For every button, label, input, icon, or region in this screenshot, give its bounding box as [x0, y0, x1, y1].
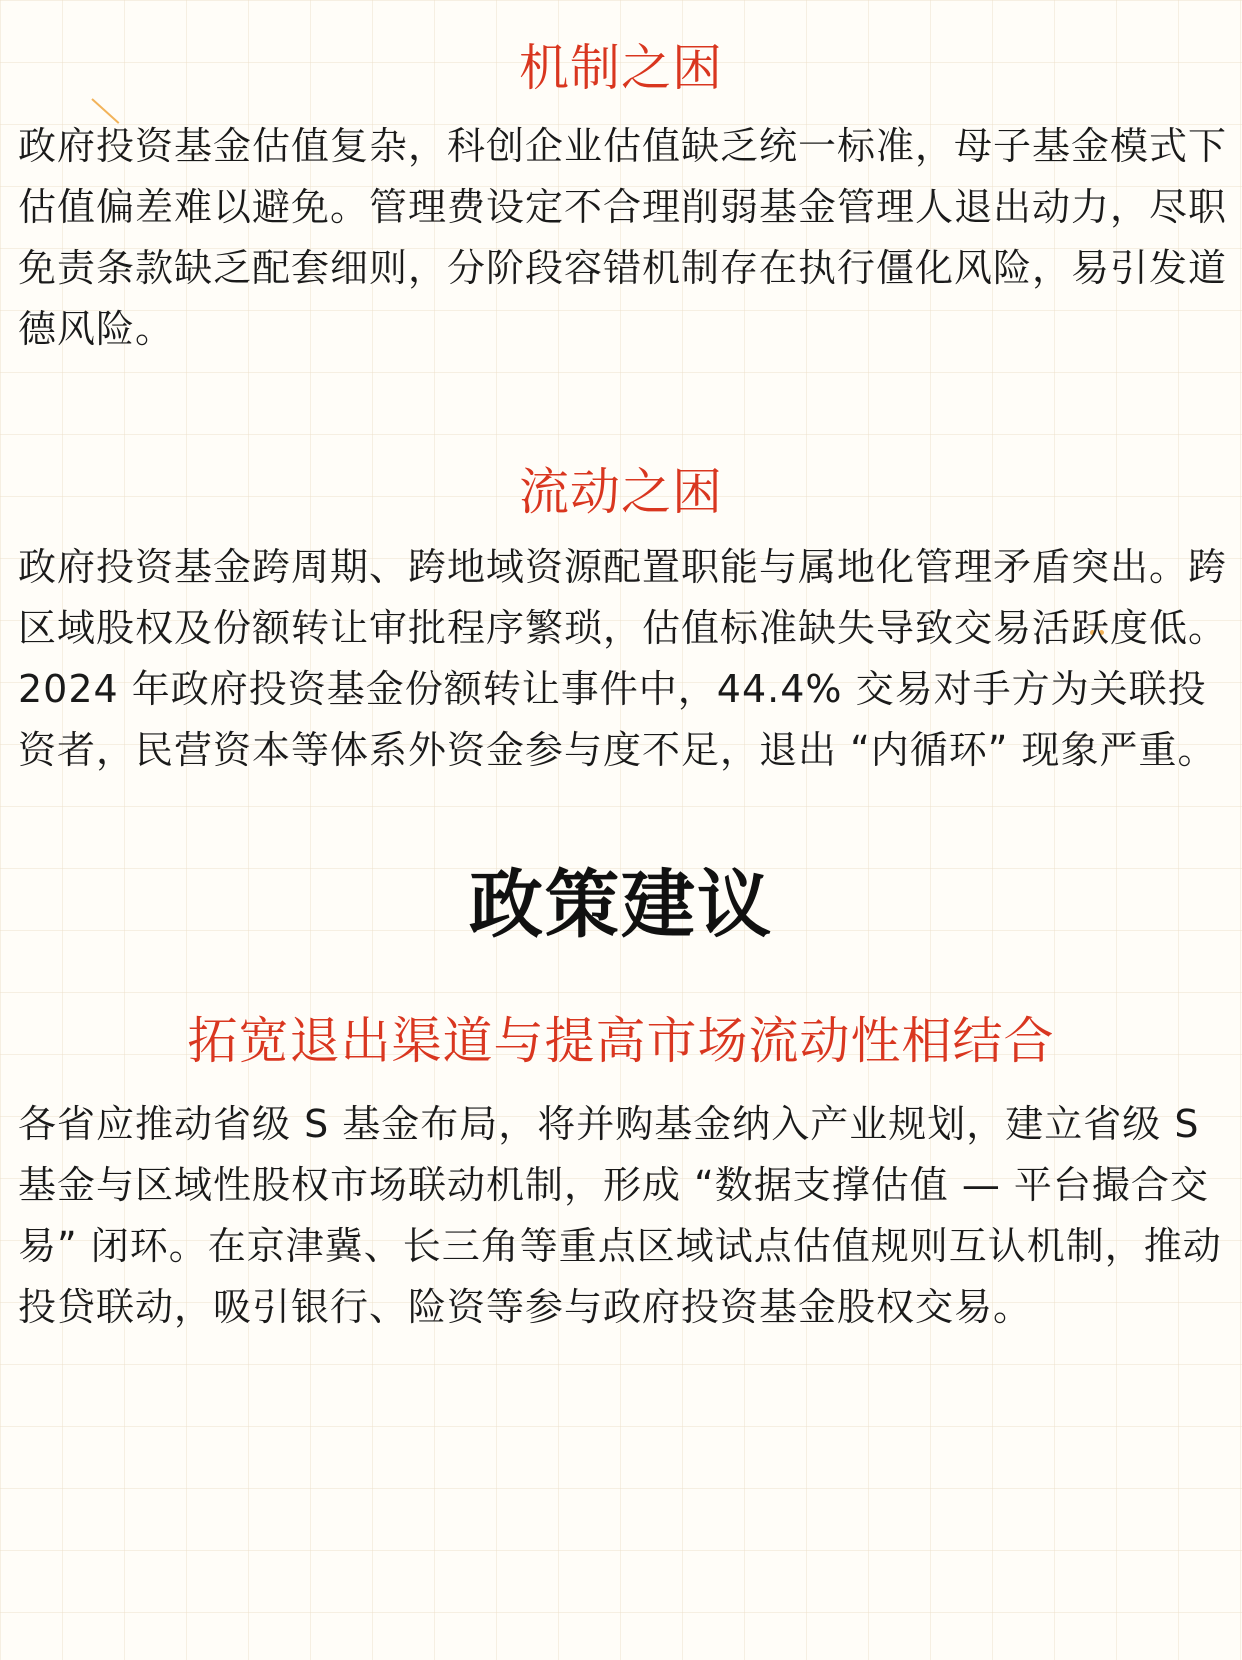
policy-subheading: 拓宽退出渠道与提高市场流动性相结合: [187, 1012, 1055, 1070]
section-body-mechanism: 政府投资基金估值复杂，科创企业估值缺乏统一标准，母子基金模式下估值偏差难以避免。管理费设定不合理削弱基金管理人退出动力，尽职免责条款缺乏配套细则，分阶段容错机制存在执行僵化风险，易引发道德风险。: [18, 124, 1228, 351]
section-heading-mechanism: 机制之困: [519, 39, 723, 97]
section-body-liquidity: 政府投资基金跨周期、跨地域资源配置职能与属地化管理矛盾突出。跨区域股权及份额转让审批程序繁琐，估值标准缺失导致交易活跃度低。2024 年政府投资基金份额转让事件中，44.4% 交易对手方为关联投资者，民营资本等体系外资金参与度不足，退出 “内循环” 现象严重。: [18, 545, 1228, 772]
policy-title: 政策建议: [469, 862, 773, 948]
policy-body: 各省应推动省级 S 基金布局，将并购基金纳入产业规划，建立省级 S 基金与区域性股权市场联动机制，形成 “数据支撑估值 — 平台撮合交易” 闭环。在京津冀、长三角等重点区域试点估值规则互认机制，推动投贷联动，吸引银行、险资等参与政府投资基金股权交易。: [18, 1102, 1222, 1329]
section-heading-liquidity: 流动之困: [519, 463, 723, 521]
